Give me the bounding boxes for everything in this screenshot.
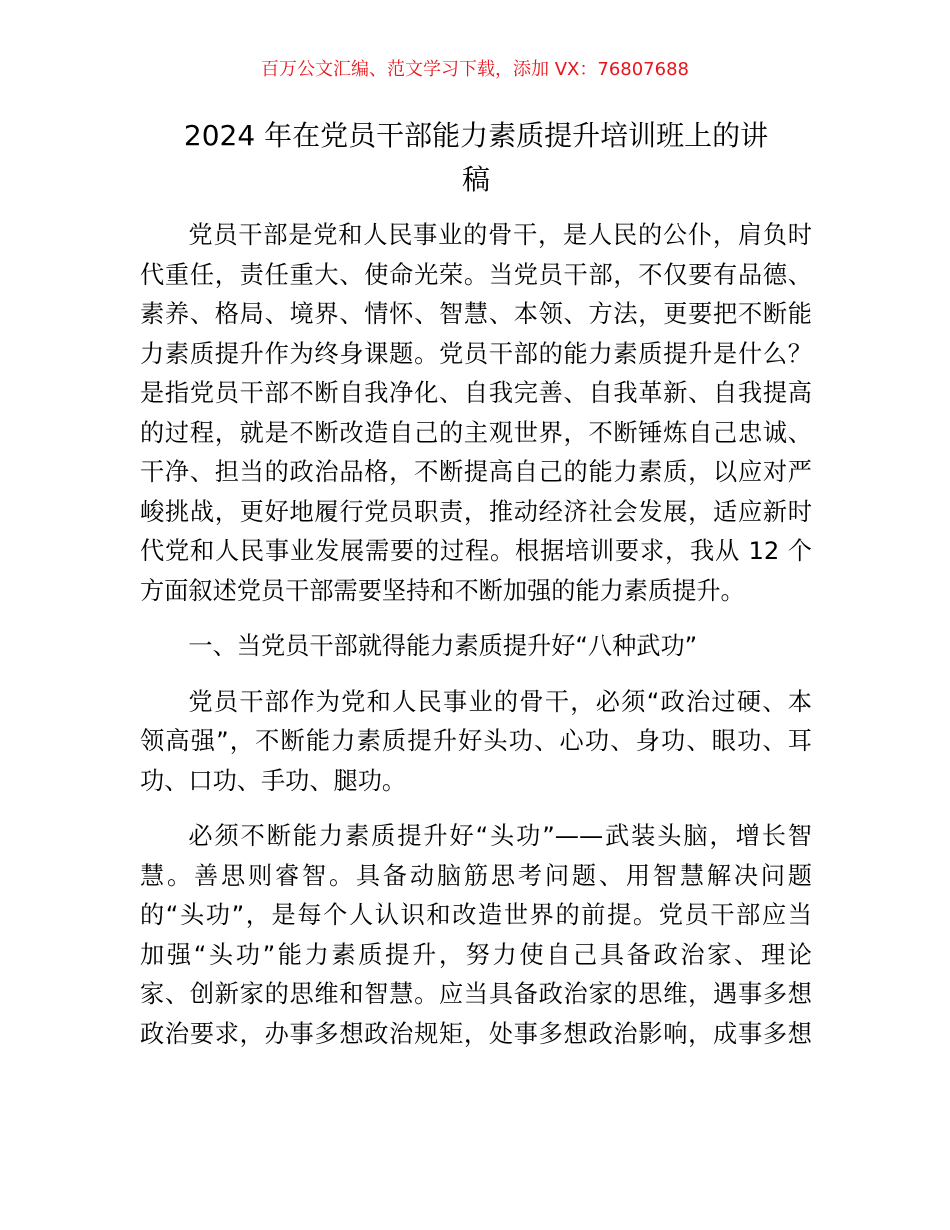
text-line: 领高强”，不断能力素质提升好头功、心功、身功、眼功、耳 — [140, 727, 812, 755]
text-line: 代重任，责任重大、使命光荣。当党员干部，不仅要有品德、 — [140, 260, 812, 289]
title-line-1: 2024 年在党员干部能力素质提升培训班上的讲 — [183, 119, 769, 152]
heading-text: 一、当党员干部就得能力素质提升好“八种武功” — [188, 632, 698, 660]
text-line: 方面叙述党员干部需要坚持和不断加强的能力素质提升。 — [140, 576, 745, 605]
text-line: 政治要求，办事多想政治规矩，处事多想政治影响，成事多想 — [140, 1019, 812, 1048]
paragraph-head-skill — [140, 817, 812, 1054]
paragraph-intro — [140, 216, 812, 611]
section-heading-1 — [140, 627, 812, 667]
text-line: 是指党员干部不断自我净化、自我完善、自我革新、自我提高 — [140, 379, 812, 407]
text-line: 党员干部是党和人民事业的骨干，是人民的公仆，肩负时 — [188, 221, 812, 249]
document-body — [140, 216, 812, 1054]
text-line: 必须不断能力素质提升好“头功”——武装头脑，增长智 — [188, 822, 812, 850]
text-line: 峻挑战，更好地履行党员职责，推动经济社会发展，适应新时 — [140, 497, 812, 526]
title-line-2: 稿 — [461, 163, 490, 196]
watermark-header: 百万公文汇编、范文学习下载，添加 VX：76807688 — [261, 59, 689, 80]
text-line: 力素质提升作为终身课题。党员干部的能力素质提升是什么？ — [140, 339, 812, 368]
document-title — [140, 114, 812, 202]
text-line: 慧。善思则睿智。具备动脑筋思考问题、用智慧解决问题 — [140, 861, 812, 890]
text-line: 素养、格局、境界、情怀、智慧、本领、方法，更要把不断能 — [140, 300, 812, 328]
text-line: 党员干部作为党和人民事业的骨干，必须“政治过硬、本 — [188, 687, 812, 716]
text-line: 加强“头功”能力素质提升，努力使自己具备政治家、理论 — [140, 940, 812, 969]
text-line: 功、口功、手功、腿功。 — [140, 766, 407, 795]
text-line: 家、创新家的思维和智慧。应当具备政治家的思维，遇事多想 — [140, 980, 812, 1008]
text-line: 干净、担当的政治品格，不断提高自己的能力素质，以应对严 — [140, 458, 812, 486]
paragraph-eight-skills — [140, 683, 812, 802]
text-line: 的“头功”，是每个人认识和改造世界的前提。党员干部应当 — [140, 901, 812, 929]
text-line: 的过程，就是不断改造自己的主观世界，不断锤炼自己忠诚、 — [140, 418, 812, 447]
text-line: 代党和人民事业发展需要的过程。根据培训要求，我从 12 个 — [140, 537, 812, 565]
